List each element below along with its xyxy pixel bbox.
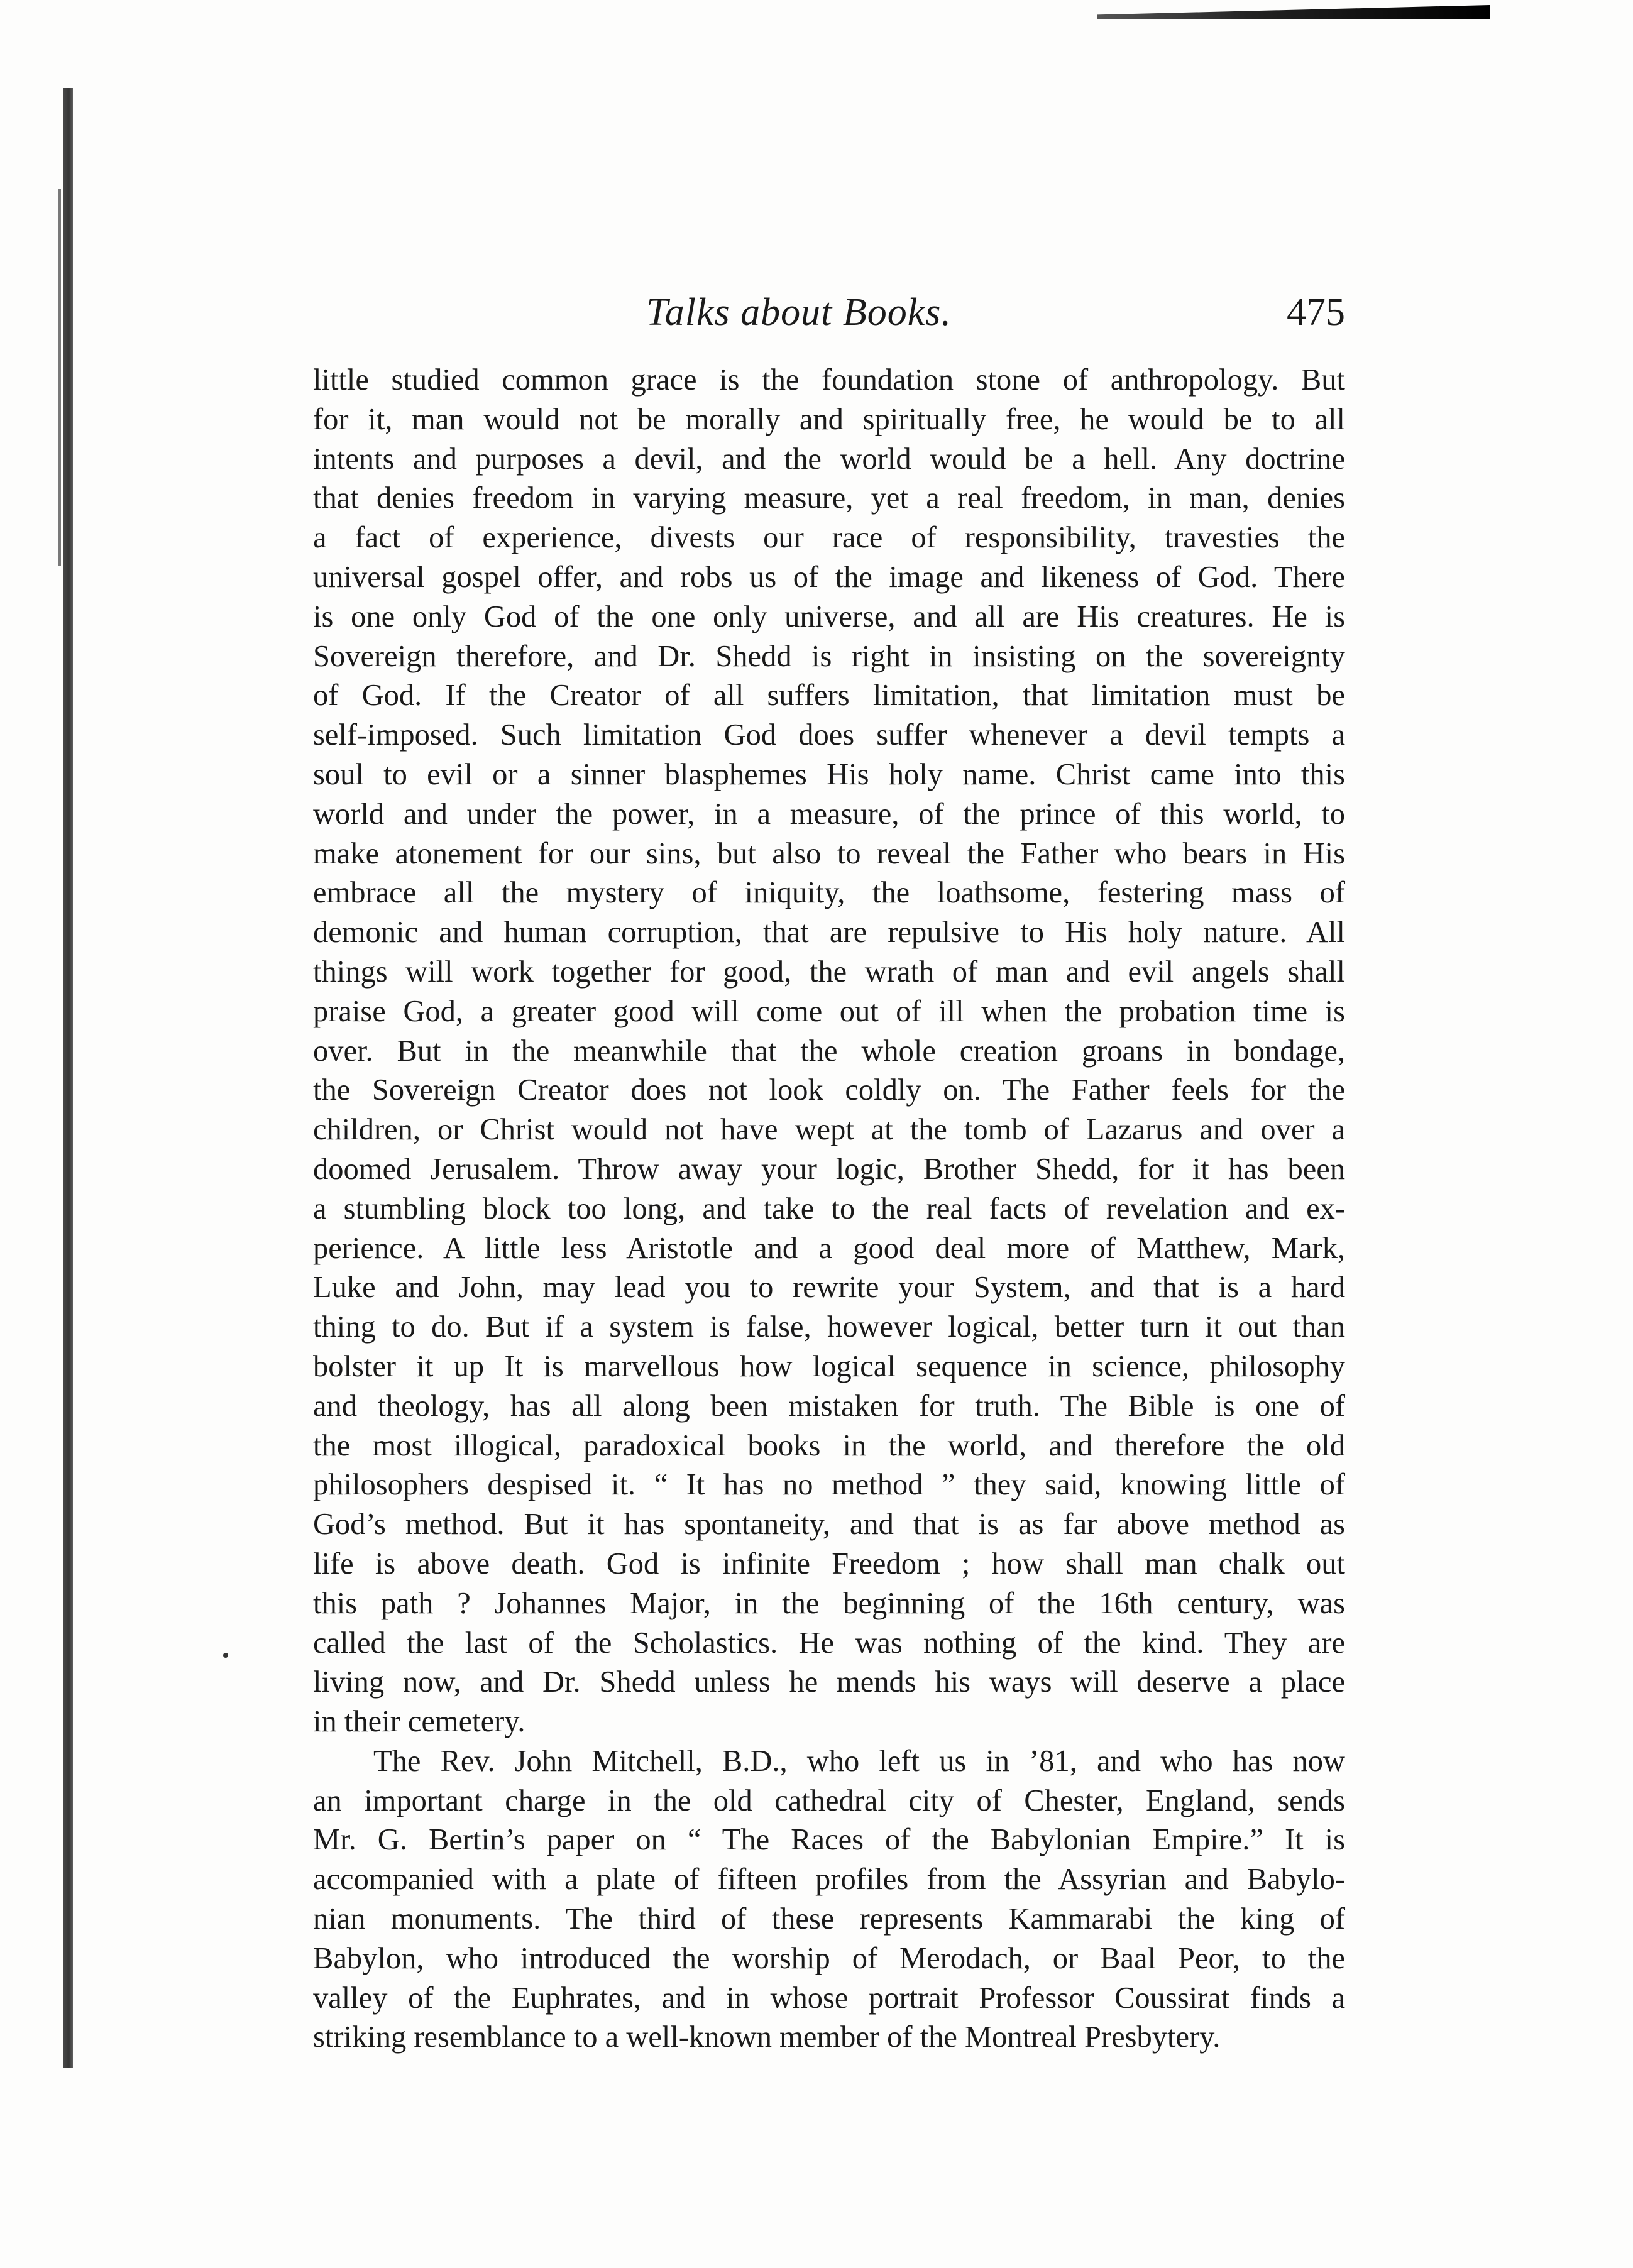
- text-line: bolster it up It is marvellous how logical sequence in science, philosophy: [313, 1349, 1345, 1383]
- text-line: perience. A little less Aristotle and a good deal more of Matthew, Mark,: [313, 1231, 1345, 1265]
- text-line: and theology, has all along been mistaken for truth. The Bible is one of: [313, 1389, 1345, 1423]
- text-line: that denies freedom in varying measure, yet a real freedom, in man, denies: [313, 481, 1345, 515]
- text-line: the most illogical, paradoxical books in the world, and therefore the old: [313, 1428, 1345, 1462]
- body-text: [313, 361, 1345, 2057]
- text-line: over. But in the meanwhile that the whole creation groans in bondage,: [313, 1034, 1345, 1068]
- text-line: Sovereign therefore, and Dr. Shedd is right in insisting on the sovereignty: [313, 639, 1345, 673]
- text-line: for it, man would not be morally and spiritually free, he would be to all: [313, 402, 1345, 436]
- text-line: universal gospel offer, and robs us of the image and likeness of God. There: [313, 560, 1345, 594]
- text-line: Luke and John, may lead you to rewrite your System, and that is a hard: [313, 1271, 1345, 1305]
- text-line: the Sovereign Creator does not look coldly on. The Father feels for the: [313, 1073, 1345, 1107]
- text-line: Babylon, who introduced the worship of Merodach, or Baal Peor, to the: [313, 1941, 1345, 1975]
- margin-speck: [223, 1653, 228, 1658]
- text-line: living now, and Dr. Shedd unless he mends his ways will deserve a place: [313, 1665, 1345, 1699]
- text-line: life is above death. God is infinite Freedom ; how shall man chalk out: [313, 1547, 1345, 1580]
- text-line: Mr. G. Bertin’s paper on “ The Races of the Babylonian Empire.” It is: [313, 1823, 1345, 1857]
- text-line: striking resemblance to a well-known member of the Montreal Presbytery.: [313, 2020, 1221, 2054]
- text-line: demonic and human corruption, that are repulsive to His holy nature. All: [313, 916, 1345, 950]
- text-line: intents and purposes a devil, and the world would be a hell. Any doctrine: [313, 442, 1345, 476]
- text-line: this path ? Johannes Major, in the beginning of the 16th century, was: [313, 1586, 1345, 1620]
- text-line: nian monuments. The third of these represents Kammarabi the king of: [313, 1902, 1345, 1936]
- paragraph: [313, 1742, 1345, 2057]
- text-line: of God. If the Creator of all suffers limitation, that limitation must be: [313, 679, 1345, 713]
- text-line: make atonement for our sins, but also to reveal the Father who bears in His: [313, 836, 1345, 870]
- text-line: things will work together for good, the wrath of man and evil angels shall: [313, 955, 1345, 989]
- binding-shadow-inner: [58, 189, 61, 566]
- binding-shadow: [63, 88, 73, 2068]
- text-line: embrace all the mystery of iniquity, the loathsome, festering mass of: [313, 876, 1345, 910]
- text-line: praise God, a greater good will come out of ill when the probation time is: [313, 994, 1345, 1028]
- text-line: The Rev. John Mitchell, B.D., who left us in ’81, and who has now: [373, 1744, 1345, 1778]
- page-number: 475: [1287, 291, 1345, 334]
- text-line: world and under the power, in a measure, of the prince of this world, to: [313, 797, 1345, 831]
- text-line: self-imposed. Such limitation God does suffer whenever a devil tempts a: [313, 718, 1345, 752]
- text-line: accompanied with a plate of fifteen profiles from the Assyrian and Babylo-: [313, 1863, 1345, 1897]
- text-line: philosophers despised it. “ It has no method ” they said, knowing little of: [313, 1468, 1345, 1502]
- paragraph: [313, 361, 1345, 1742]
- text-line: a stumbling block too long, and take to the real facts of revelation and ex-: [313, 1192, 1345, 1225]
- text-line: in their cemetery.: [313, 1705, 525, 1739]
- text-line: an important charge in the old cathedral city of Chester, England, sends: [313, 1783, 1345, 1817]
- text-line: called the last of the Scholastics. He was nothing of the kind. They are: [313, 1626, 1345, 1660]
- running-title: Talks about Books.: [646, 291, 952, 334]
- text-line: children, or Christ would not have wept at the tomb of Lazarus and over a: [313, 1113, 1345, 1147]
- text-line: God’s method. But it has spontaneity, and that is as far above method as: [313, 1508, 1345, 1542]
- text-line: valley of the Euphrates, and in whose portrait Professor Coussirat finds a: [313, 1981, 1345, 2015]
- scan-edge-rule: [1097, 5, 1490, 19]
- text-line: is one only God of the one only universe, and all are His creatures. He is: [313, 600, 1345, 633]
- text-line: a fact of experience, divests our race of responsibility, travesties the: [313, 521, 1345, 555]
- text-line: little studied common grace is the foundation stone of anthropology. But: [313, 363, 1345, 397]
- page-header: [313, 290, 1345, 341]
- text-line: soul to evil or a sinner blasphemes His holy name. Christ came into this: [313, 757, 1345, 791]
- text-line: doomed Jerusalem. Throw away your logic, Brother Shedd, for it has been: [313, 1152, 1345, 1186]
- text-line: thing to do. But if a system is false, however logical, better turn it out than: [313, 1310, 1345, 1344]
